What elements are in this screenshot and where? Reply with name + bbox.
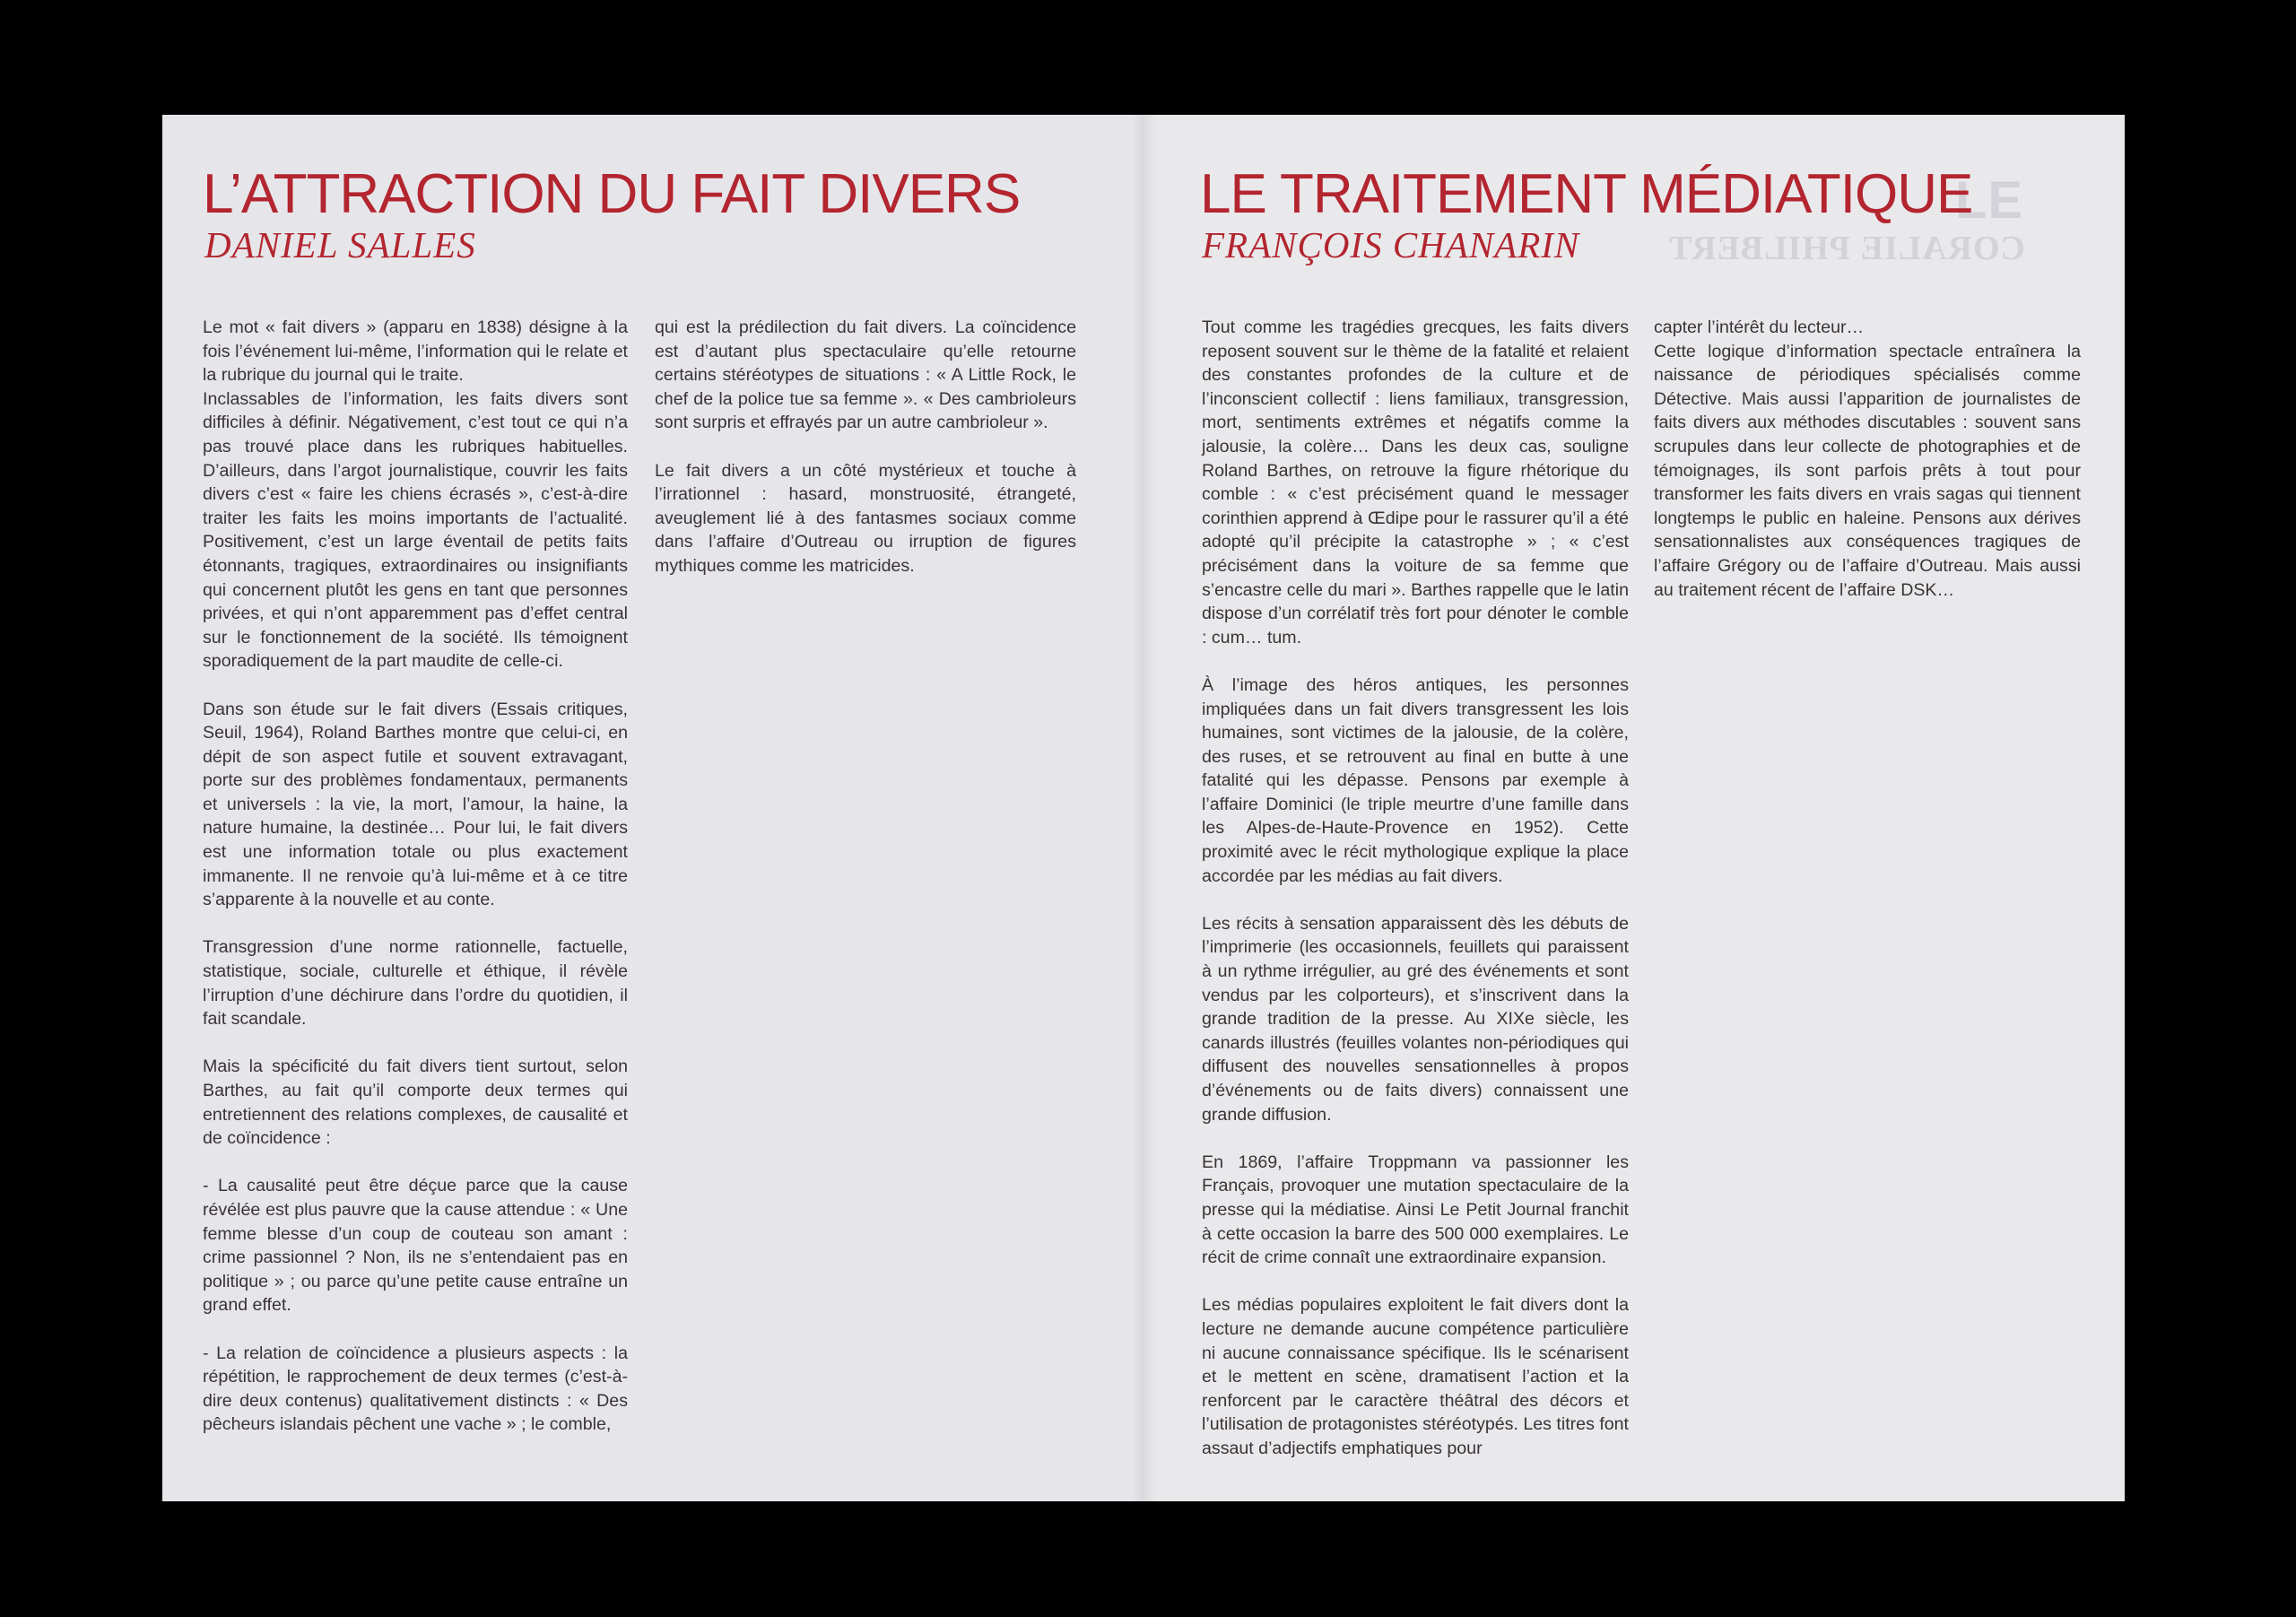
right-article-title: LE TRAITEMENT MÉDIATIQUE (1200, 163, 1973, 225)
paragraph: Le fait divers a un côté mystérieux et touche à l’irrationnel : hasard, monstruosité, étrangeté, aveuglement lié à des fantasmes sociaux comme dans l’affaire d’Outreau ou irruption de figures mythiques comme les matricides. (655, 460, 1076, 576)
paragraph: Les récits à sensation apparaissent dès les débuts de l’imprimerie (les occasionnels, feuillets qui paraissent à un rythme irrégulier, au gré des événements et sont vendus par les colporteurs), et s’inscrivent dans la grande tradition de la presse. Au XIXe siècle, les canards illustrés (feuilles volantes non-périodiques qui diffusent des nouvelles sensationnelles à propos d’événements ou de faits divers) connaissent une grande diffusion. (1202, 913, 1629, 1125)
paragraph: Transgression d’une norme rationnelle, factuelle, statistique, sociale, culturelle et éthique, il révèle l’irruption d’une déchirure dans l’ordre du quotidien, il fait scandale. (203, 937, 628, 1030)
right-column-1 (1202, 316, 1629, 1484)
paragraph: À l’image des héros antiques, les personnes impliquées dans un fait divers transgressent les lois humaines, sont victimes de la jalousie, de la colère, des ruses, et se retrouvent au final en butte à une fatalité qui les dépasse. Pensons par exemple à l’affaire Dominici (le triple meurtre d’une famille dans les Alpes-de-Haute-Provence en 1952). Cette proximité avec le récit mythologique explique la place accordée par les médias au fait divers. (1202, 674, 1629, 886)
right-column-2 (1654, 316, 2081, 626)
left-column-2 (655, 316, 1076, 602)
left-column-1 (203, 316, 628, 1461)
paragraph: capter l’intérêt du lecteur… (1654, 317, 1865, 337)
paragraph: Inclassables de l’information, les faits divers sont difficiles à définir. Négativement, c’est tout ce qui n’a pas trouvé place dans les rubriques habituelles. D’ailleurs, dans l’argot journalistique, couvrir les faits divers c’est « faire les chiens écrasés », c’est-à-dire traiter les faits les moins importants de l’actualité. Positivement, c’est un large éventail de petits faits étonnants, tragiques, extraordinaires ou insignifiants qui concernent plutôt les gens en tant que personnes privées, et qui n’ont apparemment pas d’effet central sur le fonctionnement de la société. Ils témoignent sporadiquement de la part maudite de celle-ci. (203, 388, 628, 672)
right-article-author: FRANÇOIS CHANARIN (1202, 224, 1580, 265)
book-gutter (1132, 115, 1157, 1501)
paragraph: - La causalité peut être déçue parce que la cause révélée est plus pauvre que la cause attendue : « Une femme blesse d’un coup de couteau son amant : crime passionnel ? Non, ils ne s’entendaient pas en politique » ; ou parce qu’une petite cause entraîne un grand effet. (203, 1176, 628, 1316)
paragraph: Cette logique d’information spectacle entraînera la naissance de périodiques spécialisés comme Détective. Mais aussi l’apparition de journalistes de faits divers aux méthodes discutables : souvent sans scrupules dans leur collecte de photographies et de témoignages, ils sont parfois prêts à tout pour transformer les faits divers en vrais sagas qui tiennent longtemps le public en haleine. Pensons aux dérives sensationnalistes aux conséquences tragiques de l’affaire Grégory ou de l’affaire d’Outreau. Mais aussi au traitement récent de l’affaire DSK… (1654, 341, 2081, 600)
paragraph: Le mot « fait divers » (apparu en 1838) désigne à la fois l’événement lui-même, l’information qui le relate et la rubrique du journal qui le traite. (203, 317, 628, 386)
paragraph: - La relation de coïncidence a plusieurs aspects : la répétition, le rapprochement de deux termes (c’est-à-dire deux contenus) qualitativement distincts : « Des pêcheurs islandais pêchent une vache » ; le comble, (203, 1343, 628, 1435)
paragraph: Dans son étude sur le fait divers (Essais critiques, Seuil, 1964), Roland Barthes montre que celui-ci, en dépit de son aspect futile et souvent extravagant, porte sur des problèmes fondamentaux, permanents et universels : la vie, la mort, l’amour, la haine, la nature humaine, la destinée… Pour lui, le fait divers est une information totale ou plus exactement immanente. Il ne renvoie qu’à lui-même et à ce titre s’apparente à la nouvelle et au conte. (203, 699, 628, 910)
paragraph: qui est la prédilection du fait divers. La coïncidence est d’autant plus spectaculaire qu’elle retourne certains stéréotypes de situations : « A Little Rock, le chef de la police tue sa femme ». « Des cambrioleurs sont surpris et effrayés par un autre cambrioleur ». (655, 317, 1076, 433)
paragraph: Tout comme les tragédies grecques, les faits divers reposent souvent sur le thème de la fatalité et relaient des constantes profondes de la culture et de l’inconscient collectif : liens familiaux, transgression, mort, sentiments extrêmes et négatifs comme la jalousie, la colère… Dans les deux cas, souligne Roland Barthes, on retrouve la figure rhétorique du comble : « c’est précisément quand le messager corinthien apprend à Œdipe pour le rassurer qu’il a été adopté qu’il précipite la catastrophe » ; « c’est précisément dans la voiture de sa femme que s’encastre celle du mari ». Barthes rappelle que le latin dispose d’un corrélatif très fort pour dénoter le comble : cum… tum. (1202, 317, 1629, 648)
paragraph: Les médias populaires exploitent le fait divers dont la lecture ne demande aucune compétence particulière ni aucune connaissance spécifique. Ils le scénarisent et le mettent en scène, dramatisent l’action et la renforcent par le caractère théâtral des décors et l’utilisation de protagonistes stéréotypés. Les titres font assaut d’adjectifs emphatiques pour (1202, 1295, 1629, 1458)
paragraph: En 1869, l’affaire Troppmann va passionner les Français, provoquer une mutation spectaculaire de la presse qui la médiatise. Ainsi Le Petit Journal franchit à cette occasion la barre des 500 000 exemplaires. Le récit de crime connaît une extraordinaire expansion. (1202, 1152, 1629, 1268)
left-article-author: DANIEL SALLES (204, 224, 476, 265)
bleed-through-title: LE (1955, 171, 2024, 230)
paragraph: Mais la spécificité du fait divers tient surtout, selon Barthes, au fait qu’il comporte deux termes qui entretiennent des relations complexes, de causalité et de coïncidence : (203, 1056, 628, 1149)
left-article-title: L’ATTRACTION DU FAIT DIVERS (203, 163, 1021, 225)
bleed-through-author: CORALIE PHILBERT (1668, 230, 2025, 267)
